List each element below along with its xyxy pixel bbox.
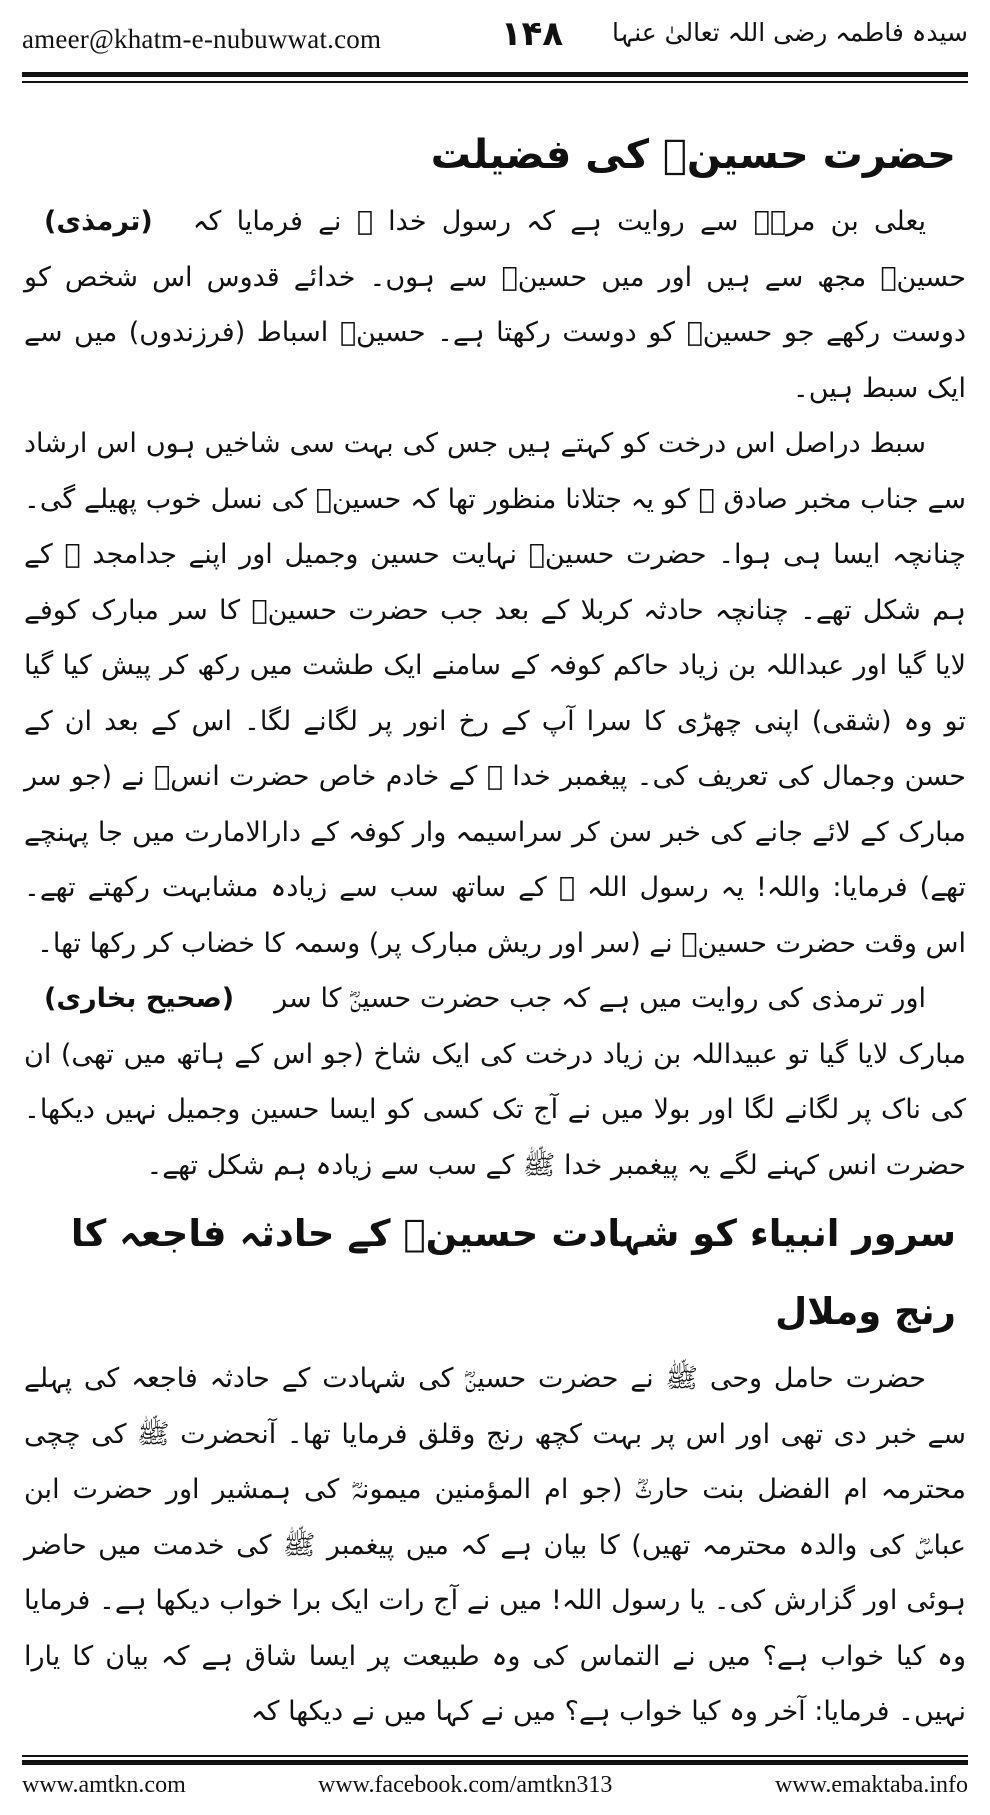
paragraph-text: سبط دراصل اس درخت کو کہتے ہیں جس کی بہت سی شاخیں ہوں اس ارشاد سے جناب مخبر صادق ﷺ کو یہ جتلانا منظور تھا کہ حسینؓ کی نسل خوب پھیلے گی۔ چنانچہ ایسا ہی ہوا۔ حضرت حسینؓ نہایت حسین وجمیل اور اپنے جدامجد ﷺ کے ہم شکل تھے۔ چنانچہ حادثہ کربلا کے بعد جب حضرت حسینؓ کا سر مبارک کوفے لایا گیا اور عبداللہ بن زیاد حاکم کوفہ کے سامنے ایک طشت میں رکھ کر پیش کیا گیا تو وہ (شقی) اپنی چھڑی کا سرا آپ کے رخ انور پر لگانے لگا۔ اس کے بعد ان کے حسن وجمال کی تعریف کی۔ پیغمبر خدا ﷺ کے خادم خاص حضرت انسؓ نے (جو سر مبارک کے لائے جانے کی خبر سن کر سراسیمہ وار کوفہ کے دارالامارت میں جا پہنچے تھے) فرمایا: واللہ! یہ رسول اللہ ﷺ کے ساتھ سب سے زیادہ مشابہت رکھتے تھے۔ اس وقت حضرت حسینؓ نے (سر اور ریش مبارک پر) وسمہ کا خضاب کر رکھا تھا۔ bbox=[24, 428, 966, 959]
reference-bukhari: (صحیح بخاری) bbox=[44, 983, 235, 1014]
footer-link-facebook[interactable]: www.facebook.com/amtkn313 bbox=[318, 1772, 613, 1798]
paragraph-hadith-yala bbox=[24, 194, 966, 416]
header-rule-thin bbox=[22, 81, 968, 83]
paragraph-tirmidhi-narration: اور ترمذی کی روایت میں ہے کہ جب حضرت حسینؓ کا سر مبارک لایا گیا تو عبیداللہ بن زیاد درخت کی ایک شاخ (جو اس کے ہاتھ میں تھی) ان کی ناک پر لگانے لگا اور بولا میں نے آج تک کسی کو ایسا حسین وجمیل نہیں دیکھا۔ حضرت انس کہنے لگے یہ پیغمبر خدا ﷺ کے سب سے زیادہ ہم شکل تھے۔ bbox=[24, 983, 966, 1181]
page-number: ۱۴۸ bbox=[500, 14, 564, 54]
paragraph-text: یعلی بن مرہؓ سے روایت ہے کہ رسول خدا ﷺ نے فرمایا کہ حسینؓ مجھ سے ہیں اور میں حسینؓ سے ہوں۔ خدائے قدوس اس شخص کو دوست رکھے جو حسینؓ کو دوست رکھتا ہے۔ حسینؓ اسباط (فرزندوں) میں سے ایک سبط ہیں۔ bbox=[24, 206, 966, 404]
book-title: سیدہ فاطمہ رضی اللہ تعالیٰ عنہا bbox=[611, 18, 968, 47]
paragraph-umm-al-fadl: حضرت حامل وحی ﷺ نے حضرت حسینؓ کی شہادت کے حادثہ فاجعہ کی پہلے سے خبر دی تھی اور اس پر بہت کچھ رنج وقلق فرمایا تھا۔ آنحضرت ﷺ کی چچی محترمہ ام الفضل بنت حارثؓ (جو ام المؤمنین میمونہؓ کی ہمشیر اور حضرت ابن عباسؓ کی والدہ محترمہ تھیں) کا بیان ہے کہ میں پیغمبر ﷺ کی خدمت میں حاضر ہوئی اور گزارش کی۔ یا رسول اللہ! میں نے آج رات ایک برا خواب دیکھا ہے۔ فرمایا وہ کیا خواب ہے؟ میں نے التماس کی وہ طبیعت پر ایسا شاق ہے کہ بیان کا یارا نہیں۔ فرمایا: آخر وہ کیا خواب ہے؟ میں نے کہا میں نے دیکھا کہ bbox=[24, 1363, 966, 1727]
header-rule-thick bbox=[22, 72, 968, 77]
footer-link-amtkn[interactable]: www.amtkn.com bbox=[22, 1772, 186, 1798]
header-email: ameer@khatm-e-nubuwwat.com bbox=[22, 24, 382, 54]
footer-rule-thin bbox=[22, 1755, 968, 1757]
section-heading-prophet-grief: سرور انبیاء کو شہادت حسینؓ کے حادثہ فاجعہ کا رنج وملال bbox=[70, 1212, 956, 1333]
page-header bbox=[22, 14, 968, 64]
page-footer bbox=[22, 1772, 968, 1808]
section-heading-husain-virtue: حضرت حسینؓ کی فضیلت bbox=[430, 132, 956, 178]
page-content bbox=[24, 116, 966, 1736]
reference-tirmidhi: (ترمذی) bbox=[44, 206, 153, 237]
footer-link-emaktaba[interactable]: www.emaktaba.info bbox=[774, 1772, 968, 1798]
paragraph-sibt-explanation bbox=[24, 416, 966, 1014]
footer-rule-thick bbox=[22, 1760, 968, 1765]
